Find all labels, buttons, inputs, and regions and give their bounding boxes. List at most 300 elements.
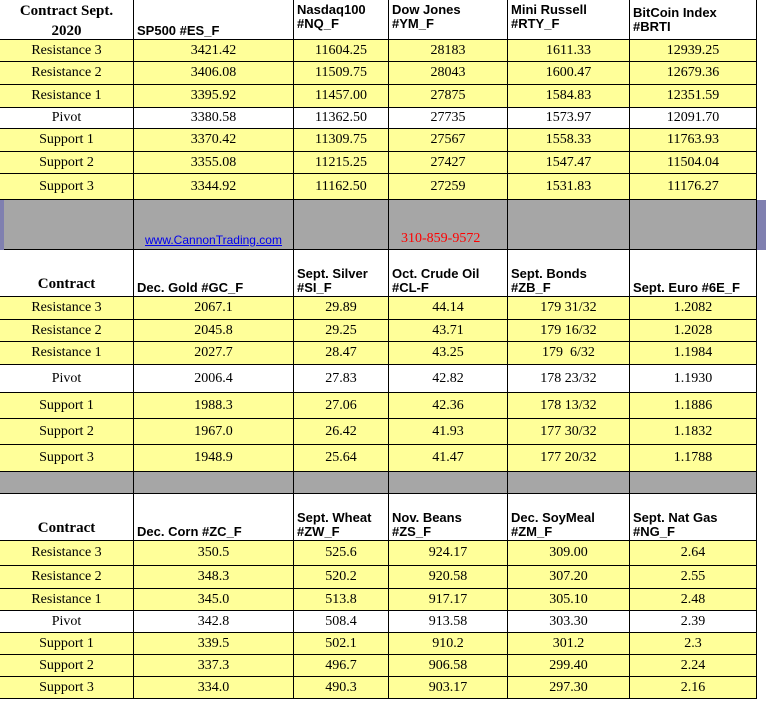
level-value xyxy=(508,419,630,445)
column-header xyxy=(389,494,508,541)
column-header-line2: Sept. Euro #6E_F xyxy=(633,280,740,295)
level-value-text: 27875 xyxy=(430,88,466,103)
level-value xyxy=(294,541,389,566)
level-value xyxy=(389,129,508,152)
level-value-text: 1531.83 xyxy=(545,178,592,194)
level-value xyxy=(508,393,630,419)
level-value xyxy=(389,541,508,566)
row-label-text: Support 1 xyxy=(39,397,94,413)
level-value-text: 179 31/32 xyxy=(540,300,597,315)
level-value xyxy=(508,541,630,566)
row-label xyxy=(0,677,134,699)
level-value xyxy=(294,320,389,342)
level-value xyxy=(508,297,630,320)
level-value xyxy=(630,129,757,152)
row-label-text: Pivot xyxy=(51,110,82,125)
level-value xyxy=(134,297,294,320)
row-label-text: Resistance 3 xyxy=(31,545,102,560)
level-value xyxy=(294,445,389,472)
level-value-text: 178 13/32 xyxy=(540,397,597,413)
level-value xyxy=(508,589,630,611)
row-label-text: Resistance 1 xyxy=(31,88,102,103)
level-value xyxy=(389,40,508,62)
column-header-line2: #ZB_F xyxy=(511,280,551,295)
level-value xyxy=(294,566,389,589)
level-value-text: 297.30 xyxy=(549,679,588,695)
divider-edge-right xyxy=(757,200,766,250)
level-value xyxy=(134,62,294,85)
level-value-text: 490.3 xyxy=(325,679,357,695)
row-label-text: Support 3 xyxy=(39,178,94,194)
level-value xyxy=(389,342,508,365)
level-value-text: 11215.25 xyxy=(315,154,367,170)
column-header xyxy=(508,494,630,541)
column-header-line1: Dow Jones xyxy=(392,2,461,17)
level-value-text: 11457.00 xyxy=(315,88,367,103)
level-value-text: 27259 xyxy=(430,178,466,194)
level-value xyxy=(508,129,630,152)
contract-label: Contract xyxy=(37,276,96,292)
column-header-line2: #BRTI xyxy=(633,19,671,34)
level-value xyxy=(508,342,630,365)
level-value xyxy=(134,320,294,342)
row-label xyxy=(0,62,134,85)
level-value xyxy=(508,152,630,174)
level-value xyxy=(389,152,508,174)
column-header-line2: Dec. Corn #ZC_F xyxy=(137,524,242,539)
level-value xyxy=(389,445,508,472)
level-value-text: 1.2082 xyxy=(673,300,713,315)
level-value-text: 502.1 xyxy=(325,635,357,651)
level-value xyxy=(508,445,630,472)
level-value-text: 11504.04 xyxy=(667,154,719,170)
row-label xyxy=(0,611,134,633)
column-header-line1: Dec. SoyMeal xyxy=(511,510,595,525)
row-label-text: Support 2 xyxy=(39,657,94,673)
level-value-text: 350.5 xyxy=(197,545,230,560)
column-header-line2: #RTY_F xyxy=(511,16,560,31)
level-value-text: 11176.27 xyxy=(667,178,719,194)
level-value xyxy=(389,108,508,129)
column-header xyxy=(508,250,630,297)
level-value-text: 42.82 xyxy=(432,370,464,386)
level-value xyxy=(389,589,508,611)
level-value-text: 26.42 xyxy=(325,423,357,439)
level-value-text: 27427 xyxy=(430,154,466,170)
level-value xyxy=(294,40,389,62)
level-value xyxy=(630,393,757,419)
level-value-text: 41.93 xyxy=(432,423,464,439)
level-value xyxy=(134,342,294,365)
column-header-line1: Sept. Nat Gas xyxy=(633,510,718,525)
row-label xyxy=(0,40,134,62)
phone-number: 310-859-9572 xyxy=(401,231,481,246)
level-value xyxy=(294,297,389,320)
row-label-text: Resistance 2 xyxy=(31,65,102,80)
level-value xyxy=(630,342,757,365)
row-label xyxy=(0,365,134,393)
level-value xyxy=(630,566,757,589)
column-header-line2: #NQ_F xyxy=(297,16,339,31)
row-label xyxy=(0,320,134,342)
level-value-text: 179 6/32 xyxy=(542,345,595,360)
level-value xyxy=(134,541,294,566)
level-value-text: 1.2028 xyxy=(673,322,713,338)
level-value xyxy=(630,589,757,611)
level-value xyxy=(134,677,294,699)
row-label xyxy=(0,85,134,108)
level-value-text: 299.40 xyxy=(549,657,588,673)
column-header-line2: #CL-F xyxy=(392,280,429,295)
column-header xyxy=(630,250,757,297)
level-value-text: 345.0 xyxy=(197,591,230,607)
divider-cell xyxy=(389,472,508,494)
level-value-text: 12351.59 xyxy=(666,88,720,103)
level-value xyxy=(389,62,508,85)
level-value xyxy=(630,419,757,445)
level-value-text: 3421.42 xyxy=(190,42,237,58)
level-value-text: 903.17 xyxy=(428,679,468,695)
level-value-text: 3344.92 xyxy=(190,178,237,194)
divider-cell xyxy=(630,200,757,250)
level-value xyxy=(294,393,389,419)
level-value-text: 348.3 xyxy=(197,569,230,584)
website-link[interactable]: www.CannonTrading.com xyxy=(145,233,282,247)
phone-number-cell xyxy=(389,200,508,250)
level-value-text: 3395.92 xyxy=(190,88,237,103)
level-value-text: 339.5 xyxy=(197,635,230,651)
level-value xyxy=(134,633,294,655)
divider-cell xyxy=(508,200,630,250)
level-value-text: 12679.36 xyxy=(666,65,720,80)
level-value-text: 2.55 xyxy=(680,569,706,584)
row-label-text: Support 1 xyxy=(39,635,94,651)
level-value xyxy=(630,62,757,85)
contract-title-line2: 2020 xyxy=(51,23,82,39)
level-value xyxy=(294,85,389,108)
website-link-cell[interactable] xyxy=(134,200,294,250)
level-value xyxy=(134,108,294,129)
column-header-line2: #SI_F xyxy=(297,280,332,295)
level-value xyxy=(389,419,508,445)
level-value-text: 27.06 xyxy=(325,397,357,413)
level-value-text: 27.83 xyxy=(325,370,357,386)
level-value-text: 2006.4 xyxy=(194,370,233,386)
level-value xyxy=(630,297,757,320)
level-value-text: 2.64 xyxy=(680,545,706,560)
level-value xyxy=(630,320,757,342)
level-value xyxy=(508,566,630,589)
column-header xyxy=(134,250,294,297)
level-value-text: 1988.3 xyxy=(194,397,233,413)
level-value xyxy=(389,566,508,589)
level-value xyxy=(630,445,757,472)
level-value xyxy=(134,419,294,445)
level-value-text: 28.47 xyxy=(325,345,357,360)
level-value xyxy=(630,633,757,655)
row-label xyxy=(0,445,134,472)
level-value xyxy=(389,633,508,655)
level-value-text: 11362.50 xyxy=(315,110,367,125)
level-value xyxy=(508,62,630,85)
column-header xyxy=(389,250,508,297)
row-label xyxy=(0,152,134,174)
level-value-text: 513.8 xyxy=(325,591,357,607)
level-value-text: 3355.08 xyxy=(190,154,237,170)
level-value-text: 2045.8 xyxy=(194,322,233,338)
row-label-text: Pivot xyxy=(51,370,82,386)
row-label-text: Resistance 1 xyxy=(31,591,102,607)
divider-edge-left xyxy=(0,200,4,250)
level-value-text: 917.17 xyxy=(428,591,468,607)
column-header-line1: Sept. Bonds xyxy=(511,266,587,281)
divider-cell xyxy=(294,200,389,250)
level-value-text: 337.3 xyxy=(197,657,230,673)
row-label xyxy=(0,419,134,445)
level-value-text: 525.6 xyxy=(325,545,357,560)
level-value xyxy=(389,297,508,320)
level-value-text: 307.20 xyxy=(549,569,588,584)
row-label xyxy=(0,589,134,611)
level-value xyxy=(294,633,389,655)
level-value xyxy=(630,677,757,699)
row-label-text: Resistance 3 xyxy=(31,300,102,315)
level-value-text: 28183 xyxy=(430,42,466,58)
level-value xyxy=(630,541,757,566)
level-value xyxy=(630,152,757,174)
column-header-line2: #YM_F xyxy=(392,16,434,31)
level-value xyxy=(630,611,757,633)
level-value-text: 1.1930 xyxy=(673,370,713,386)
level-value-text: 1948.9 xyxy=(194,450,233,465)
column-header-line2: #ZS_F xyxy=(392,524,432,539)
level-value xyxy=(294,152,389,174)
row-label-text: Support 3 xyxy=(39,679,94,695)
column-header-line2: Dec. Gold #GC_F xyxy=(137,280,244,295)
level-value-text: 2.39 xyxy=(680,613,706,629)
level-value xyxy=(508,655,630,677)
level-value-text: 305.10 xyxy=(549,591,588,607)
level-value xyxy=(508,40,630,62)
contract-label: Contract xyxy=(37,520,96,536)
row-label-text: Resistance 2 xyxy=(31,322,102,338)
level-value xyxy=(134,129,294,152)
row-label xyxy=(0,633,134,655)
row-label xyxy=(0,297,134,320)
row-label-text: Support 2 xyxy=(39,154,94,170)
level-value-text: 178 23/32 xyxy=(540,370,597,386)
level-value xyxy=(508,611,630,633)
divider-cell xyxy=(134,472,294,494)
level-value-text: 1611.33 xyxy=(546,42,591,58)
level-value-text: 2.3 xyxy=(684,635,702,651)
level-value xyxy=(134,445,294,472)
divider-cell xyxy=(0,200,134,250)
level-value-text: 12939.25 xyxy=(666,42,720,58)
row-label-text: Pivot xyxy=(51,613,82,629)
level-value-text: 2027.7 xyxy=(194,345,233,360)
level-value xyxy=(508,365,630,393)
level-value-text: 11309.75 xyxy=(315,132,367,147)
level-value-text: 12091.70 xyxy=(666,110,720,125)
level-value xyxy=(508,108,630,129)
level-value-text: 1558.33 xyxy=(545,132,592,147)
column-header-line1: Mini Russell xyxy=(511,2,587,17)
level-value xyxy=(508,174,630,200)
row-label xyxy=(0,655,134,677)
divider-cell xyxy=(508,472,630,494)
level-value xyxy=(508,85,630,108)
column-header-line2: #NG_F xyxy=(633,524,675,539)
level-value xyxy=(134,365,294,393)
row-label-text: Resistance 2 xyxy=(31,569,102,584)
level-value-text: 27567 xyxy=(430,132,466,147)
column-header xyxy=(389,0,508,40)
column-header-line1: Nov. Beans xyxy=(392,510,462,525)
level-value xyxy=(294,677,389,699)
level-value-text: 1.1832 xyxy=(673,423,713,439)
row-label xyxy=(0,129,134,152)
level-value xyxy=(508,633,630,655)
level-value-text: 11604.25 xyxy=(315,42,367,58)
level-value-text: 1.1788 xyxy=(673,450,713,465)
column-header xyxy=(294,494,389,541)
level-value-text: 1600.47 xyxy=(545,65,592,80)
level-value-text: 342.8 xyxy=(197,613,230,629)
level-value-text: 29.25 xyxy=(325,322,357,338)
level-value-text: 334.0 xyxy=(197,679,230,695)
level-value xyxy=(294,342,389,365)
level-value-text: 29.89 xyxy=(325,300,357,315)
level-value-text: 42.36 xyxy=(432,397,464,413)
row-label-text: Support 1 xyxy=(39,132,94,147)
level-value-text: 496.7 xyxy=(325,657,357,673)
level-value-text: 2.24 xyxy=(680,657,706,673)
level-value xyxy=(508,677,630,699)
level-value-text: 28043 xyxy=(430,65,466,80)
level-value-text: 913.58 xyxy=(428,613,468,629)
level-value-text: 1573.97 xyxy=(545,110,592,125)
level-value xyxy=(134,393,294,419)
contract-title-cell xyxy=(0,0,134,40)
column-header-line2: SP500 #ES_F xyxy=(137,23,220,38)
divider-cell xyxy=(0,472,134,494)
level-value xyxy=(389,365,508,393)
level-value-text: 177 30/32 xyxy=(540,423,597,439)
level-value xyxy=(294,589,389,611)
level-value xyxy=(134,655,294,677)
column-header xyxy=(294,250,389,297)
level-value xyxy=(294,611,389,633)
level-value-text: 25.64 xyxy=(325,450,357,465)
contract-title-cell xyxy=(0,250,134,297)
level-value xyxy=(134,152,294,174)
level-value xyxy=(630,365,757,393)
level-value xyxy=(389,393,508,419)
level-value-text: 309.00 xyxy=(549,545,588,560)
level-value xyxy=(134,611,294,633)
level-value-text: 43.71 xyxy=(432,322,464,338)
level-value xyxy=(630,40,757,62)
level-value-text: 2067.1 xyxy=(194,300,233,315)
level-value-text: 41.47 xyxy=(432,450,464,465)
level-value-text: 1547.47 xyxy=(545,154,592,170)
level-value-text: 1584.83 xyxy=(545,88,592,103)
row-label xyxy=(0,566,134,589)
row-label-text: Support 2 xyxy=(39,423,94,439)
level-value xyxy=(294,108,389,129)
level-value-text: 1.1984 xyxy=(673,345,713,360)
level-value-text: 3380.58 xyxy=(190,110,237,125)
level-value-text: 2.16 xyxy=(680,679,706,695)
level-value xyxy=(294,174,389,200)
contract-title-line1: Contract Sept. xyxy=(19,3,114,19)
level-value xyxy=(134,174,294,200)
level-value-text: 44.14 xyxy=(432,300,464,315)
level-value-text: 920.58 xyxy=(428,569,468,584)
column-header-line2: #ZW_F xyxy=(297,524,340,539)
column-header xyxy=(630,494,757,541)
divider-cell xyxy=(294,472,389,494)
level-value-text: 27735 xyxy=(430,110,466,125)
column-header-line1: Sept. Silver xyxy=(297,266,368,281)
level-value xyxy=(294,419,389,445)
column-header xyxy=(134,0,294,40)
row-label-text: Resistance 1 xyxy=(31,345,102,360)
row-label xyxy=(0,342,134,365)
level-value-text: 11509.75 xyxy=(315,65,367,80)
level-value xyxy=(630,174,757,200)
level-value-text: 2.48 xyxy=(680,591,706,607)
level-value-text: 3406.08 xyxy=(190,65,237,80)
level-value-text: 11763.93 xyxy=(667,132,719,147)
level-value xyxy=(630,85,757,108)
level-value xyxy=(134,566,294,589)
row-label-text: Support 3 xyxy=(39,450,94,465)
level-value-text: 520.2 xyxy=(325,569,357,584)
row-label xyxy=(0,108,134,129)
level-value-text: 508.4 xyxy=(325,613,357,629)
level-value-text: 910.2 xyxy=(432,635,464,651)
contract-title-cell xyxy=(0,494,134,541)
column-header xyxy=(508,0,630,40)
level-value xyxy=(389,174,508,200)
divider-cell xyxy=(630,472,757,494)
column-header-line1: Sept. Wheat xyxy=(297,510,372,525)
level-value-text: 1967.0 xyxy=(194,423,233,439)
row-label xyxy=(0,174,134,200)
level-value-text: 177 20/32 xyxy=(540,450,597,465)
level-value-text: 3370.42 xyxy=(190,132,237,147)
level-value-text: 179 16/32 xyxy=(540,322,597,338)
level-value xyxy=(508,320,630,342)
level-value-text: 43.25 xyxy=(432,345,464,360)
level-value-text: 924.17 xyxy=(428,545,468,560)
column-header-line1: BitCoin Index xyxy=(633,5,717,20)
level-value xyxy=(134,40,294,62)
level-value xyxy=(389,677,508,699)
column-header xyxy=(630,0,757,40)
level-value-text: 301.2 xyxy=(552,635,585,651)
level-value-text: 11162.50 xyxy=(315,178,367,194)
level-value-text: 1.1886 xyxy=(673,397,713,413)
level-value xyxy=(294,365,389,393)
level-value xyxy=(294,129,389,152)
level-value-text: 303.30 xyxy=(549,613,588,629)
column-header-line1: Oct. Crude Oil xyxy=(392,266,480,281)
level-value xyxy=(389,611,508,633)
row-label xyxy=(0,393,134,419)
